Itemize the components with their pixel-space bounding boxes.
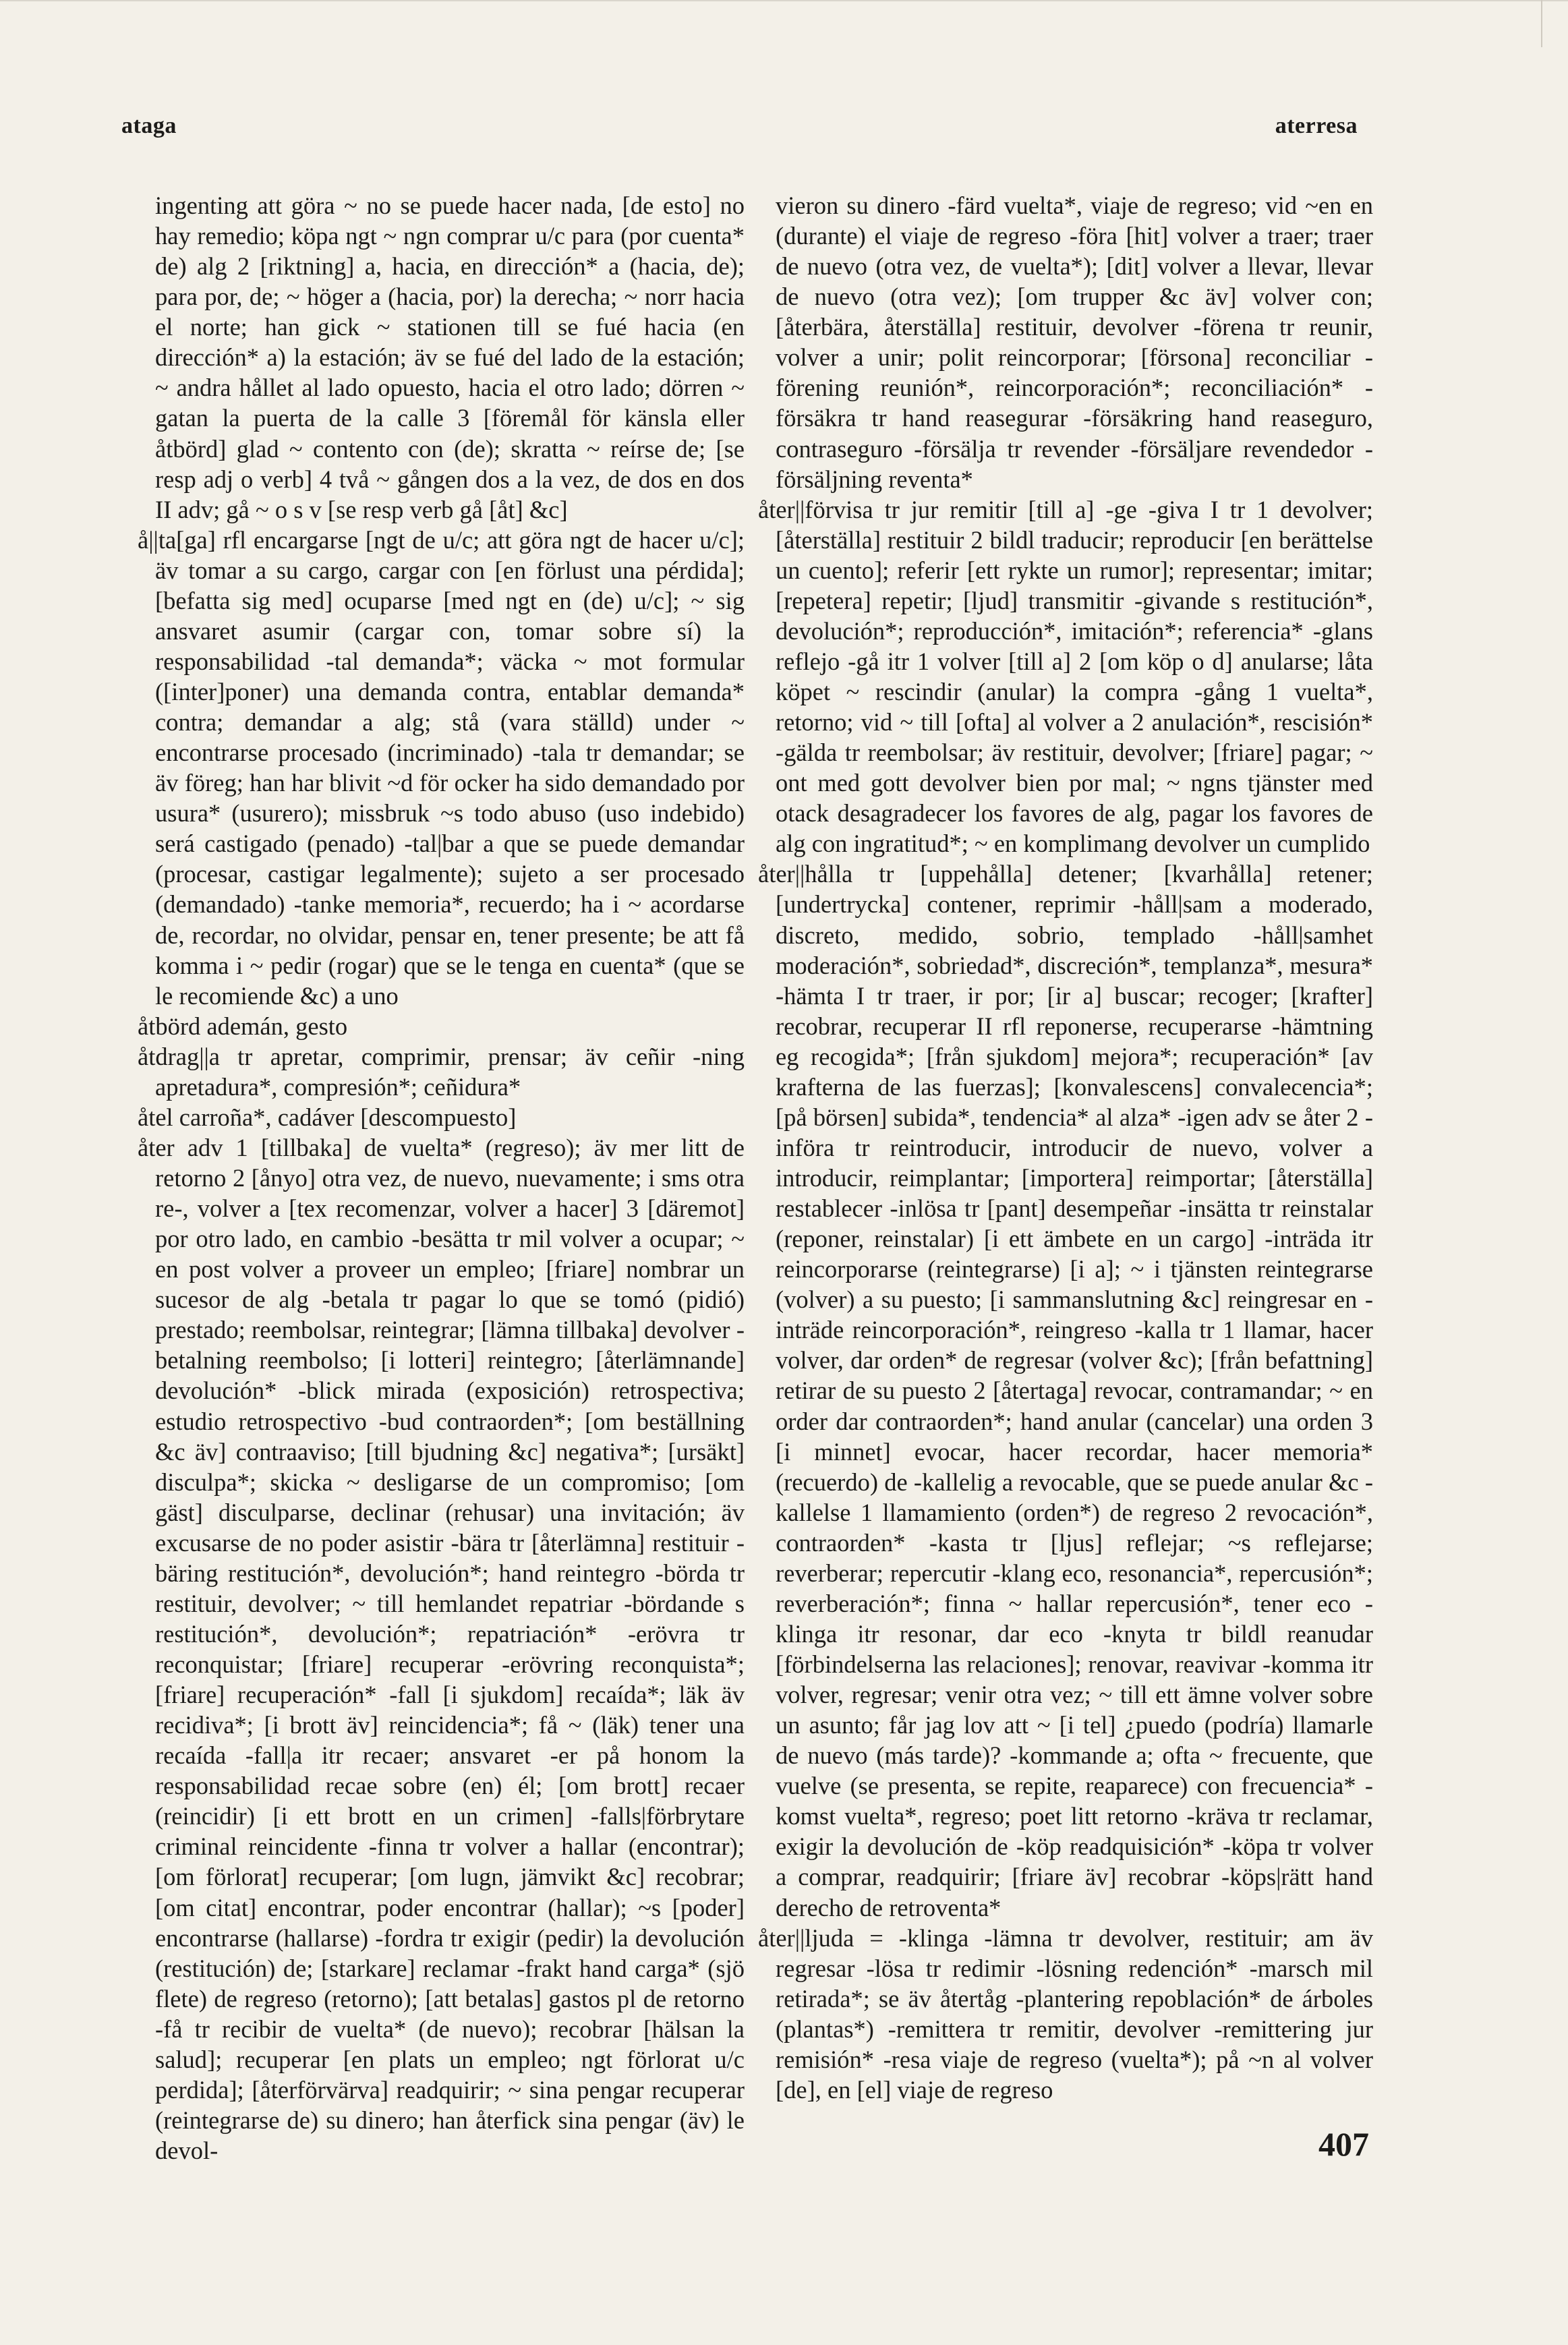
entry-atel: åtel carroña*, cadáver [descompuesto] (138, 1103, 517, 1131)
entry-ataga: å||ta[ga] rfl encargarse [ngt de u/c; att göra ngt de hacer u/c]; äv tomar a su cargo, cargar con [en förlust una pérdida]; [befatta sig med] ocuparse [med ngt en (de) u/c]; ~ sig ansvaret asumir (cargar con, tomar sobre sí) la responsabilidad -tal demanda*; väcka ~ mot formular ([inter]poner) una demanda contra, entablar demanda* contra; demandar a alg; stå (vara ställd) under ~ encontrarse procesado (incriminado) -tala tr demandar; se äv föreg; han har blivit ~d för ocker ha sido demandado por usura* (usurero); missbruk ~s todo abuso (uso indebido) será castigado (penado) -tal|bar a que se puede demandar (procesar, castigar legalmente); sujeto a ser procesado (demandado) -tanke memoria*, recuerdo; ha i ~ acordarse de, recordar, no olvidar, pensar en, tener presente; be att få komma i ~ pedir (rogar) que se le tenga en cuenta* (que se le recomiende &c) a uno (138, 525, 745, 1010)
entry-aterforvisa: åter||förvisa tr jur remitir [till a] -ge -giva I tr 1 devolver; [återställa] restituir 2 bildl traducir; reproducir [en berättelse un cuento]; referir [ett rykte un rumor]; representar; imitar; [repetera] repetir; [ljud] transmitir -givande s restitución*, devolución*; reproducción*, imitación*; referencia* -glans reflejo -gå itr 1 volver [till a] 2 [om köp o d] anularse; låta köpet ~ rescindir (anular) la compra -gång 1 vuelta*, retorno; vid ~ till [ofta] al volver a 2 anulación*, rescisión* -gälda tr reembolsar; äv restituir, devolver; [friare] pagar; ~ ont med gott devolver bien por mal; ~ ngns tjänster med otack desagradecer los favores de alg, pagar los favores de alg con ingratitud*; ~ en komplimang devolver un cumplido (758, 495, 1373, 858)
entry-aterljuda: åter||ljuda = -klinga -lämna tr devolver, restituir; am äv regresar -lösa tr redimir -lösning redención* -marsch mil retirada*; se äv återtåg -plantering repoblación* de árboles (plantas*) -remittera tr remitir, devolver -remittering jur remisión* -resa viaje de regreso (vuelta*); på ~n al volver [de], en [el] viaje de regreso (758, 1923, 1373, 2104)
header-first-word: ataga (121, 113, 177, 138)
corner-mark (1541, 0, 1542, 47)
page-number: 407 (1318, 2125, 1369, 2163)
entry-ater: åter adv 1 [tillbaka] de vuelta* (regreso); äv mer litt de retorno 2 [ånyo] otra vez, de nuevo, nuevamente; i sms otra re-, volver a [tex recomenzar, volver a hacer] 3 [däremot] por otro lado, en cambio -besätta tr mil volver a ocupar; ~ en post volver a proveer un empleo; [friare] nombrar un sucesor de alg -betala tr pagar lo que se tomó (pidió) prestado; reembolsar, reintegrar; [lämna tillbaka] devolver -betalning reembolso; [i lotteri] reintegro; [återlämnande] devolución* -blick mirada (exposición) retrospectiva; estudio retrospectivo -bud contraorden*; [om beställning &c äv] contraaviso; [till bjudning &c] negativa*; [ursäkt] disculpa*; skicka ~ desligarse de un compromiso; [om gäst] disculparse, declinar (rehusar) una invitación; äv excusarse de no poder asistir -bära tr [återlämna] restituir -bäring restitución*, devolución*; hand reintegro -börda tr restituir, devolver; ~ till hemlandet repatriar -bördande s restitución*, devolución*; repatriación* -erövra tr reconquistar; [friare] recuperar -erövring reconquista*; [friare] recuperación* -fall [i sjukdom] recaída*; läk äv recidiva*; [i brott äv] reincidencia*; få ~ (läk) tener una recaída -fall|a itr recaer; ansvaret -er på honom la responsabilidad recae sobre (en) él; [om brott] recaer (reincidir) [i ett brott en un crimen] -falls|förbrytare criminal reincidente -finna tr volver a hallar (encontrar); [om förlorat] recuperar; [om lugn, jämvikt &c] recobrar; [om citat] encontrar, poder encontrar (hallar); ~s [poder] encontrarse (hallarse) -fordra tr exigir (pedir) la devolución (restitución) de; [starkare] reclamar -frakt hand carga* (sjö flete) de regreso (retorno); [att betalas] gastos pl de retorno -få tr recibir de vuelta* (de nuevo); recobrar [hälsan la salud]; recuperar [en plats un empleo; ngt förlorat u/c perdida]; [återförvärva] readquirir; ~ sina pengar recuperar (reintegrarse de) su dinero; han återfick sina pengar (äv) le devol- (138, 1133, 745, 2164)
header-last-word: aterresa (1275, 113, 1358, 138)
entry-atdraga: åtdrag||a tr apretar, comprimir, prensar; äv ceñir -ning apretadura*, compresión*; ceñidura* (138, 1042, 745, 1101)
top-rule (0, 0, 1568, 1)
entry-continuation-right: vieron su dinero -färd vuelta*, viaje de regreso; vid ~en en (durante) el viaje de regreso -föra [hit] volver a traer; traer de nuevo (otra vez, de vuelta*); [dit] volver a llevar, llevar de nuevo (otra vez); [om trupper &c äv] volver con; [återbära, återställa] restituir, devolver -förena tr reunir, volver a unir; polit reincorporar; [försona] reconciliar -förening reunión*, reincorporación*; reconciliación* -försäkra tr hand reasegurar -försäkring hand reaseguro, contraseguro -försälja tr revender -försäljare revendedor -försäljning reventa* (776, 192, 1373, 493)
entry-atbord: åtbörd ademán, gesto (138, 1012, 348, 1040)
entry-aterhalla: åter||hålla tr [uppehålla] detener; [kvarhålla] retener; [undertrycka] contener, reprimir -håll|sam a moderado, discreto, medido, sobrio, templado -håll|samhet moderación*, sobriedad*, discreción*, templanza*, mesura* -hämta I tr traer, ir por; [ir a] buscar; recoger; [krafter] recobrar, recuperar II rfl reponerse, recuperarse -hämtning eg recogida*; [från sjukdom] mejora*; recuperación* [av krafterna de las fuerzas]; [konvalescens] convalecencia*; [på börsen] subida*, tendencia* al alza* -igen adv se åter 2 -införa tr reintroducir, introducir de nuevo, volver a introducir, reimplantar; [importera] reimportar; [återställa] restablecer -inlösa tr [pant] desempeñar -insätta tr reinstalar (reponer, reinstalar) [i ett ämbete en un cargo] -inträda itr reincorporarse (reintegrarse) [i a]; ~ i tjänsten reintegrarse (volver) a su puesto; [i sammanslutning &c] reingresar en -inträde reincorporación*, reingreso -kalla tr 1 llamar, hacer volver, dar orden* de regresar (volver &c); [från befattning] retirar de su puesto 2 [återtaga] revocar, contramandar; ~ en order dar contraorden*; hand anular (cancelar) una orden 3 [i minnet] evocar, hacer recordar, hacer memoria* (recuerdo) de -kallelig a revocable, que se puede anular &c -kallelse 1 llamamiento (orden*) de regreso 2 revocación*, contraorden* -kasta tr [ljus] reflejar; ~s reflejarse; reverberar; repercutir -klang eco, resonancia*, repercusión*; reverberación*; finna ~ hallar repercusión*, tener eco -klinga itr resonar, dar eco -knyta tr bildl reanudar [förbindelserna las relaciones]; renovar, reavivar -komma itr volver, regresar; venir otra vez; ~ till ett ämne volver sobre un asunto; får jag lov att ~ [i tel] ¿puedo (podría) llamarle de nuevo (más tarde)? -kommande a; ofta ~ frecuente, que vuelve (se presenta, se repite, reaparece) con frecuencia* -komst vuelta*, regreso; poet litt retorno -kräva tr reclamar, exigir la devolución de -köp readquisición* -köpa tr volver a comprar, readquirir; [friare äv] recobrar -köps|rätt hand derecho de retroventa* (758, 860, 1373, 1921)
right-column (758, 190, 1373, 2105)
left-column (138, 190, 745, 2166)
entry-continuation: ingenting att göra ~ no se puede hacer nada, [de esto] no hay remedio; köpa ngt ~ ngn comprar u/c para (por cuenta* de) alg 2 [riktning] a, hacia, en dirección* a (hacia, de); para por, de; ~ höger a (hacia, por) la derecha; ~ norr hacia el norte; han gick ~ stationen till se fué hacia (en dirección* a) la estación; äv se fué del lado de la estación; ~ andra hållet al lado opuesto, hacia el otro lado; dörren ~ gatan la puerta de la calle 3 [föremål för känsla eller åtbörd] glad ~ contento con (de); skratta ~ reírse de; [se resp adj o verb] 4 två ~ gången dos a la vez, de dos en dos II adv; gå ~ o s v [se resp verb gå [åt] &c] (155, 192, 745, 523)
